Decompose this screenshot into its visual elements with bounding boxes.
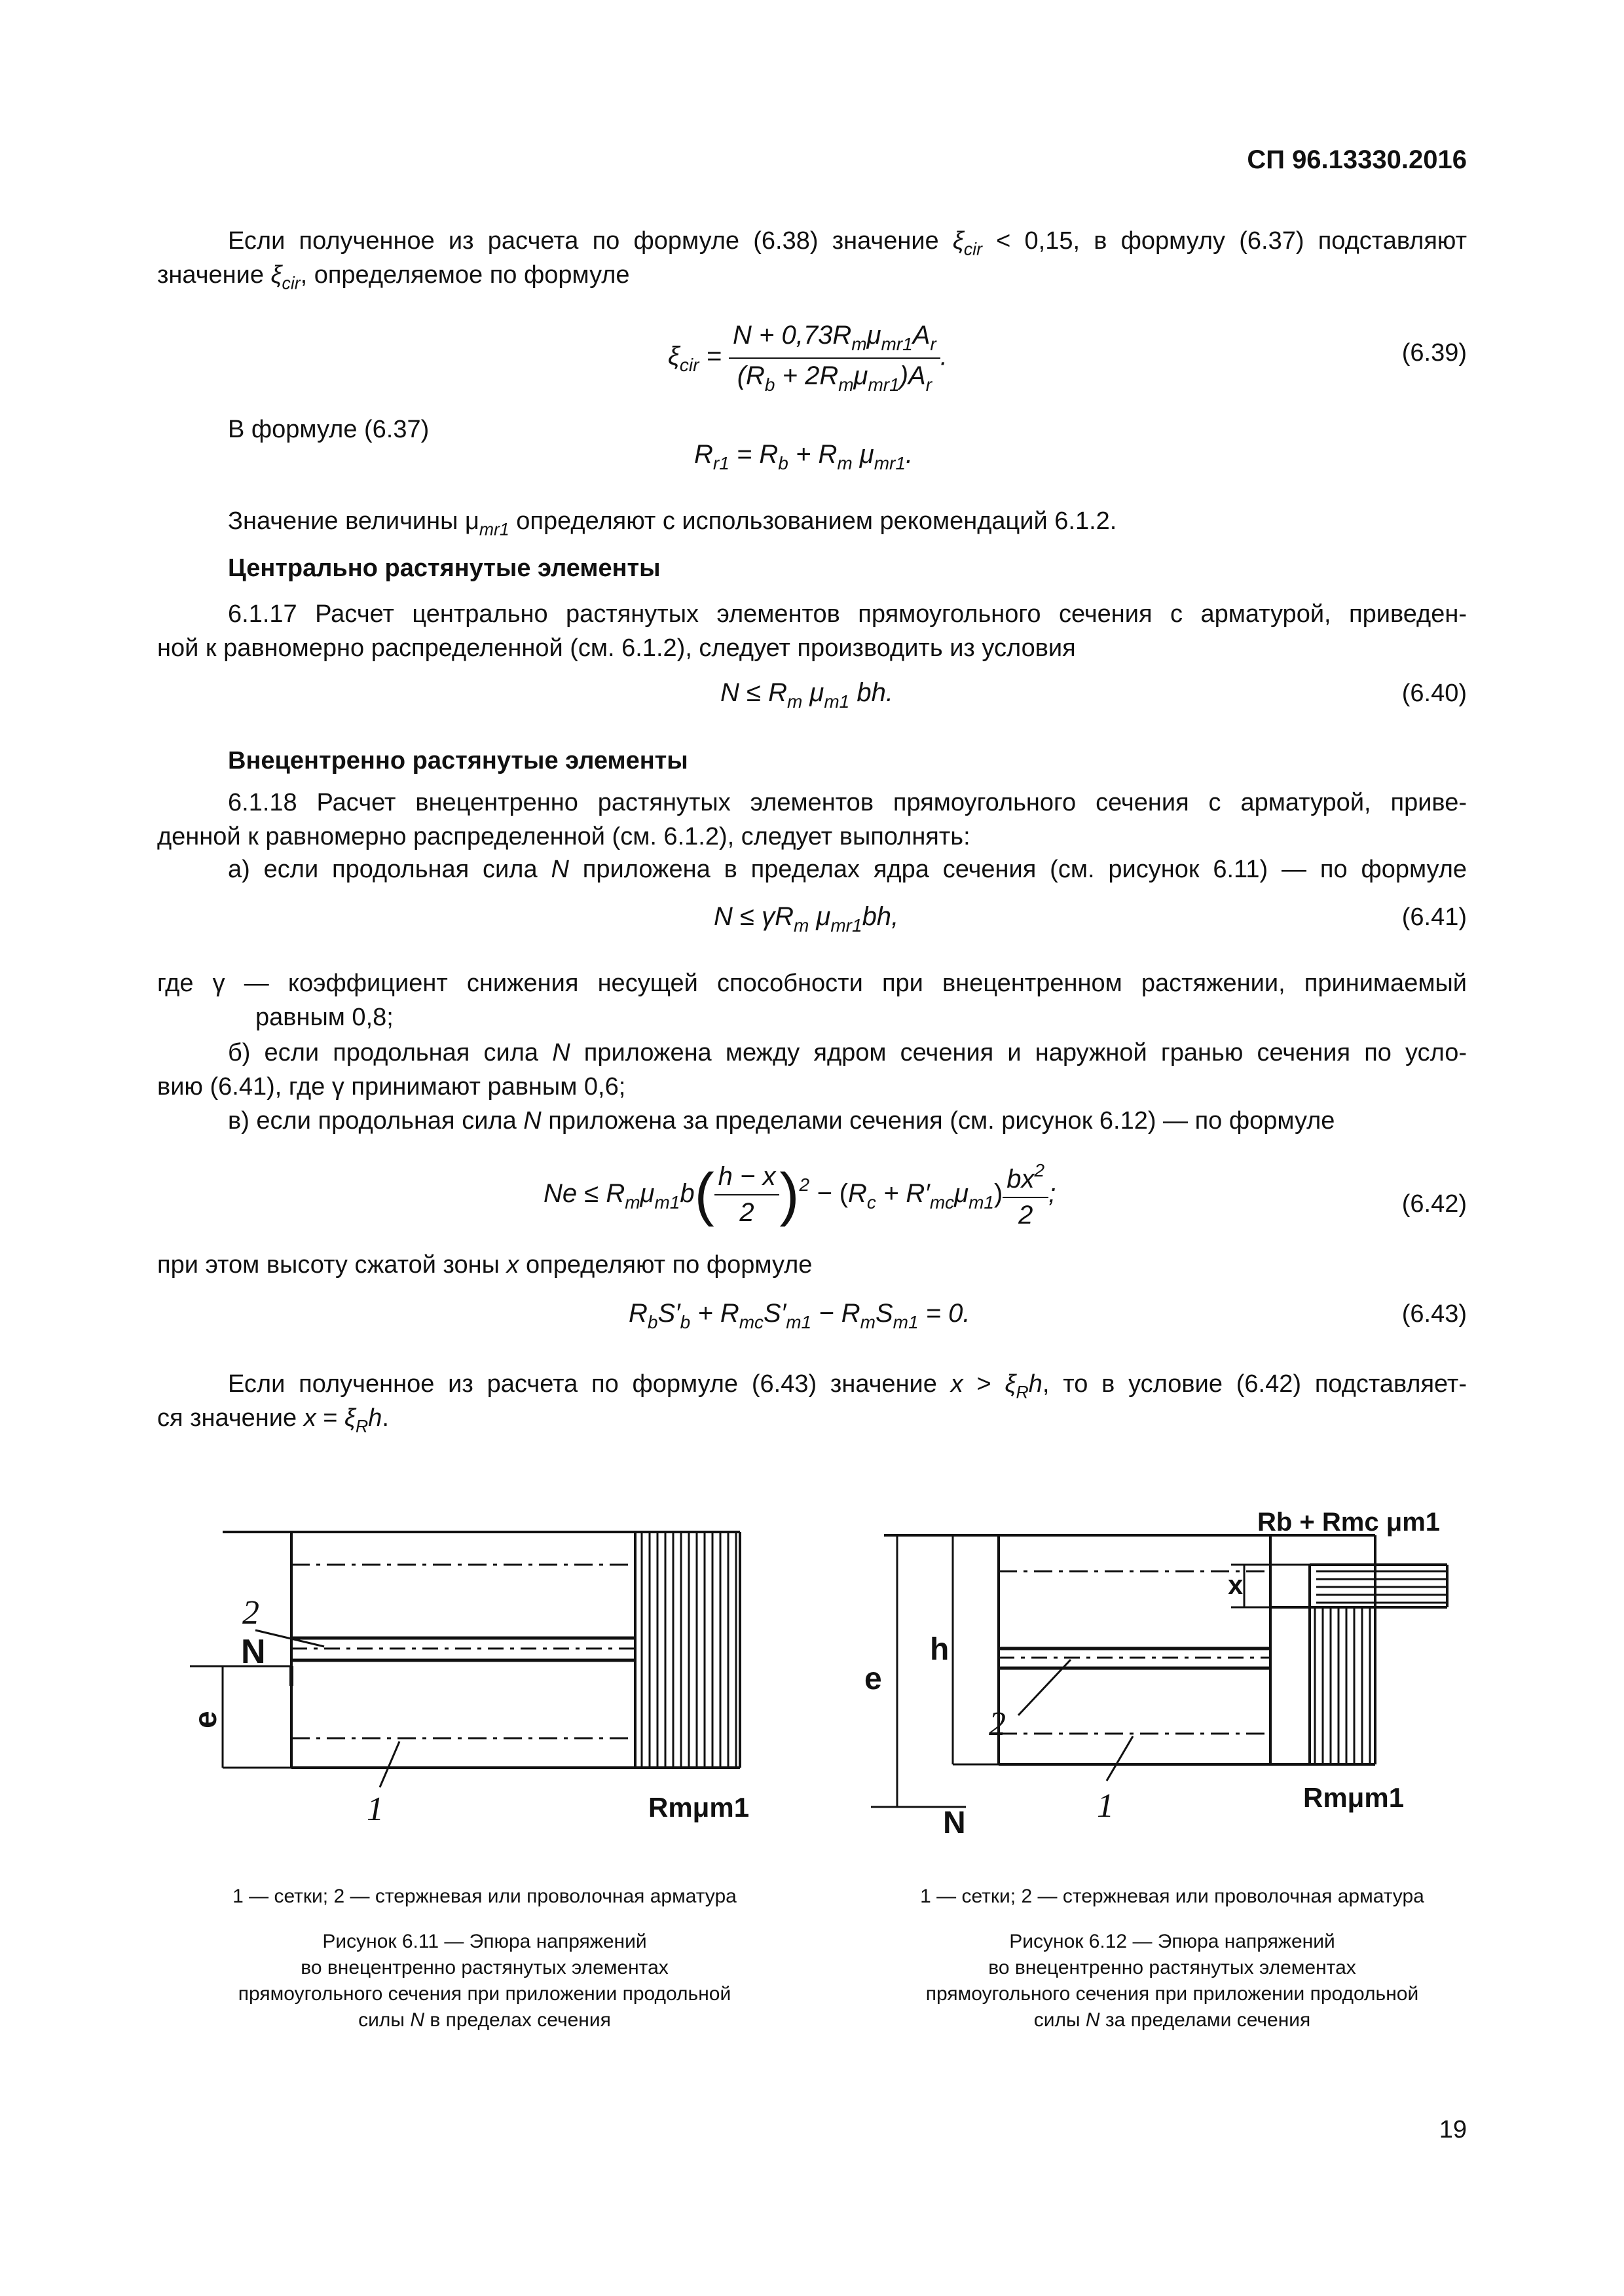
fig611-label-e: e: [189, 1711, 223, 1728]
para1-line1: Если полученное из расчета по формуле (6.38) значение $\xi_{cir} < 0,15$, в формулу (6.37) подставляют: [228, 227, 1467, 259]
equation-number-6-43: (6.43): [1401, 1300, 1467, 1328]
equation-number-6-40: (6.40): [1401, 680, 1467, 707]
figure-6-12-diagram: [851, 1499, 1480, 1866]
section1-line1: 6.1.17 Расчет центрально растянутых элементов прямоугольного сечения с арматурой, приведен-: [228, 600, 1467, 628]
fig612-label-x: x: [1228, 1569, 1244, 1600]
para1-line2: значение $\xi_{cir}$, определяемое по формуле: [157, 261, 630, 293]
fig612-label-h: h: [930, 1632, 950, 1667]
x-intro: при этом высоту сжатой зоны x определяют по формуле: [157, 1251, 813, 1279]
fig611-label-n: N: [241, 1633, 266, 1671]
final-line1: Если полученное из расчета по формуле (6.43) значение $x > \xi_Rh$, то в условие (6.42) подставляет-: [228, 1370, 1467, 1402]
equation-rr1: $R_{r1} = R_b + R_m$ $\mu_{mr1}$.: [694, 440, 913, 473]
mu-note: Значение величины $\mu_{mr1}$ определяют с использованием рекомендаций 6.1.2.: [228, 507, 1117, 539]
page-number: 19: [1439, 2116, 1467, 2143]
fig612-label-n: N: [943, 1806, 966, 1840]
equation-6-40: $N \le R_m$ $\mu_{m1}$ bh.: [720, 678, 893, 712]
section2-line1: 6.1.18 Расчет внецентренно растянутых элементов прямоугольного сечения с арматурой, приве-: [228, 789, 1467, 816]
figure-6-11-legend: 1 — сетки; 2 — стержневая или проволочная арматура: [232, 1886, 737, 1907]
item-b-line1: б) если продольная сила N приложена между ядром сечения и наружной гранью сечения по усло-: [228, 1039, 1467, 1066]
item-a: а) если продольная сила N приложена в пределах ядра сечения (см. рисунок 6.11) — по формуле: [228, 856, 1467, 883]
section1-line2: ной к равномерно распределенной (см. 6.1.2), следует производить из условия: [157, 634, 1076, 662]
figure-6-11-diagram: [183, 1506, 773, 1846]
item-b-line2: вию (6.41), где γ принимают равным 0,6;: [157, 1073, 626, 1101]
equation-6-43: $R_bS'_b + R_{mc}S'_{m1} - R_mS_{m1} = 0$.: [629, 1299, 970, 1332]
fig611-label-1: 1: [367, 1791, 384, 1828]
equation-number-6-42: (6.42): [1401, 1190, 1467, 1218]
equation-6-41: $N \le \gamma R_m$ $\mu_{mr1}bh$,: [714, 902, 899, 936]
equation-number-6-39: (6.39): [1401, 339, 1467, 367]
figure-6-12-caption: Рисунок 6.12 — Эпюра напряжений во внецентренно растянутых элементах прямоугольного сечения при приложении продольной силы N за пределами сечения: [925, 1931, 1419, 2031]
fig612-label-top: Rb + Rmc μm1: [1257, 1508, 1441, 1537]
where-gamma-line2: равным 0,8;: [255, 1004, 394, 1031]
eq637-intro: В формуле (6.37): [228, 416, 430, 443]
fig612-label-stress: Rmμm1: [1303, 1782, 1405, 1813]
equation-number-6-41: (6.41): [1401, 903, 1467, 931]
item-c: в) если продольная сила N приложена за пределами сечения (см. рисунок 6.12) — по формуле: [228, 1107, 1335, 1135]
document-code: СП 96.13330.2016: [1247, 145, 1467, 174]
equation-6-39: $\xi_{cir}$ = $\frac{N + 0,73R_m\mu_{mr1}A_r}{(R_b + 2R_m\mu_{mr1})A_r}$ .: [668, 321, 948, 395]
fig611-label-stress: Rmμm1: [648, 1792, 750, 1823]
section-title-eccentric: Внецентренно растянутые элементы: [228, 747, 688, 774]
section2-line2: денной к равномерно распределенной (см. 6.1.2), следует выполнять:: [157, 823, 970, 850]
fig612-label-1: 1: [1097, 1787, 1114, 1825]
figure-6-12-legend: 1 — сетки; 2 — стержневая или проволочная арматура: [920, 1886, 1424, 1907]
figure-6-11-caption: Рисунок 6.11 — Эпюра напряжений во внецентренно растянутых элементах прямоугольного сечения при приложении продольной силы N в пределах сечения: [238, 1931, 731, 2031]
fig611-label-2: 2: [242, 1594, 259, 1631]
fig612-label-2: 2: [989, 1705, 1006, 1743]
equation-6-42: $Ne \le R_m\mu_{m1}b$( $\frac{h - x}{2}$ )$^2 - (R_c + R'_{mc}\mu_{m1})$ $\frac{bx^2}{2}$ ;: [544, 1160, 1056, 1230]
fig612-label-e: e: [864, 1662, 882, 1696]
final-line2: ся значение $x = \xi_Rh$.: [157, 1404, 389, 1436]
where-gamma-line1: где γ — коэффициент снижения несущей способности при внецентренном растяжении, принимаемый: [157, 970, 1467, 997]
section-title-central: Центрально растянутые элементы: [228, 555, 661, 582]
